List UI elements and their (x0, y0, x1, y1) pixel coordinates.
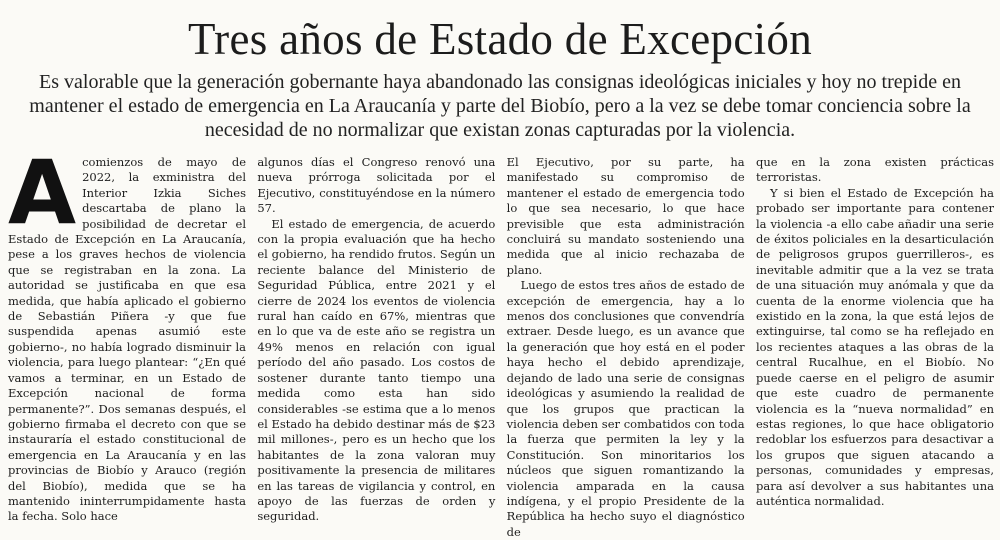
drop-cap: A (8, 141, 77, 244)
paragraph: Y si bien el Estado de Excepción ha probado ser importante para contener la violencia -a ello cabe añadir una serie de éxitos policiales en la desarticulación de peligrosos grupos guerrilleros-, es inevitable admitir que a la vez se trata de una situación muy anómala y que da cuenta de la enorme violencia que ha existido en la zona, la que está lejos de extinguirse, tal como se ha reflejado en los recientes ataques a las obras de la central Rucalhue, en el Biobío. No puede caerse en el peligro de asumir que este cuadro de permanente violencia es la “nueva normalidad” en estas regiones, lo que hace obligatorio redoblar los esfuerzos para desactivar a los grupos que siguen atacando a personas, comunidades y empresas, para así devolver a sus habitantes una auténtica normalidad. (755, 185, 994, 508)
column-2 (257, 155, 496, 524)
article-body (8, 141, 994, 539)
paragraph: El Ejecutivo, por su parte, ha manifestado su compromiso de mantener el estado de emergencia todo lo que sea necesario, lo que hace previsible que esta administración concluirá su mandato sosteniendo una medida que al inicio rechazaba de plano. (506, 155, 745, 277)
paragraph: que en la zona existen prácticas terroristas. (755, 155, 994, 185)
column-4 (755, 155, 994, 508)
deck-summary: Es valorable que la generación gobernante haya abandonado las consignas ideológicas iniciales y hoy no trepide en mantener el estado de emergencia en La Araucanía y parte del Biobío, pero a la vez se debe tomar conciencia sobre la necesidad de no normalizar que existan zonas capturadas por la violencia. (29, 71, 971, 141)
paragraph: comienzos de mayo de 2022, la exministra del Interior Izkia Siches descartaba de plano la posibilidad de decretar el Estado de Excepción en La Araucanía, pese a los graves hechos de violencia que se registraban en la zona. La autoridad se justificaba en que esa medida, que había aplicado el gobierno de Sebastián Piñera -y que fue suspendida apenas asumió este gobierno-, no había logrado disminuir la violencia, para luego plantear: “¿En qué vamos a terminar, en un Estado de Excepción nacional de forma permanente?”. Dos semanas después, el gobierno firmaba el decreto con que se instauraría el estado constitucional de emergencia en La Araucanía y en las provincias de Biobío y Arauco (región del Biobío), medida que se ha mantenido ininterrumpidamente hasta la fecha. Solo hace (8, 155, 246, 524)
column-1 (8, 141, 246, 524)
paragraph: Luego de estos tres años de estado de excepción de emergencia, hay a lo menos dos conclusiones que convendría extraer. Desde luego, es un avance que la generación que hoy está en el poder haya hecho el debido aprendizaje, dejando de lado una serie de consignas ideológicas y asumiendo la realidad de que los grupos que practican la violencia deben ser combatidos con toda la fuerza que permiten la ley y la Constitución. Son minoritarios los núcleos que siguen romantizando la violencia amparada en la causa indígena, y el propio Presidente de la República ha hecho suyo el diagnóstico de (506, 278, 745, 539)
headline: Tres años de Estado de Excepción (187, 14, 813, 64)
column-3 (506, 155, 745, 539)
paragraph: algunos días el Congreso renovó una nueva prórroga solicitada por el Ejecutivo, constituyéndose en la número 57. (257, 155, 496, 216)
paragraph: El estado de emergencia, de acuerdo con la propia evaluación que ha hecho el gobierno, ha rendido frutos. Según un reciente balance del Ministerio de Seguridad Pública, entre 2021 y el cierre de 2024 los eventos de violencia rural han caído en 67%, mientras que en lo que va de este año se registra un 49% menos en relación con igual período del año pasado. Los costos de sostener durante tanto tiempo una medida como esta han sido considerables -se estima que a lo menos el Estado ha debido destinar más de $23 mil millones-, pero es un hecho que los habitantes de la zona valoran muy positivamente la presencia de militares en las tareas de vigilancia y control, en apoyo de las fuerzas de orden y seguridad. (257, 216, 496, 524)
